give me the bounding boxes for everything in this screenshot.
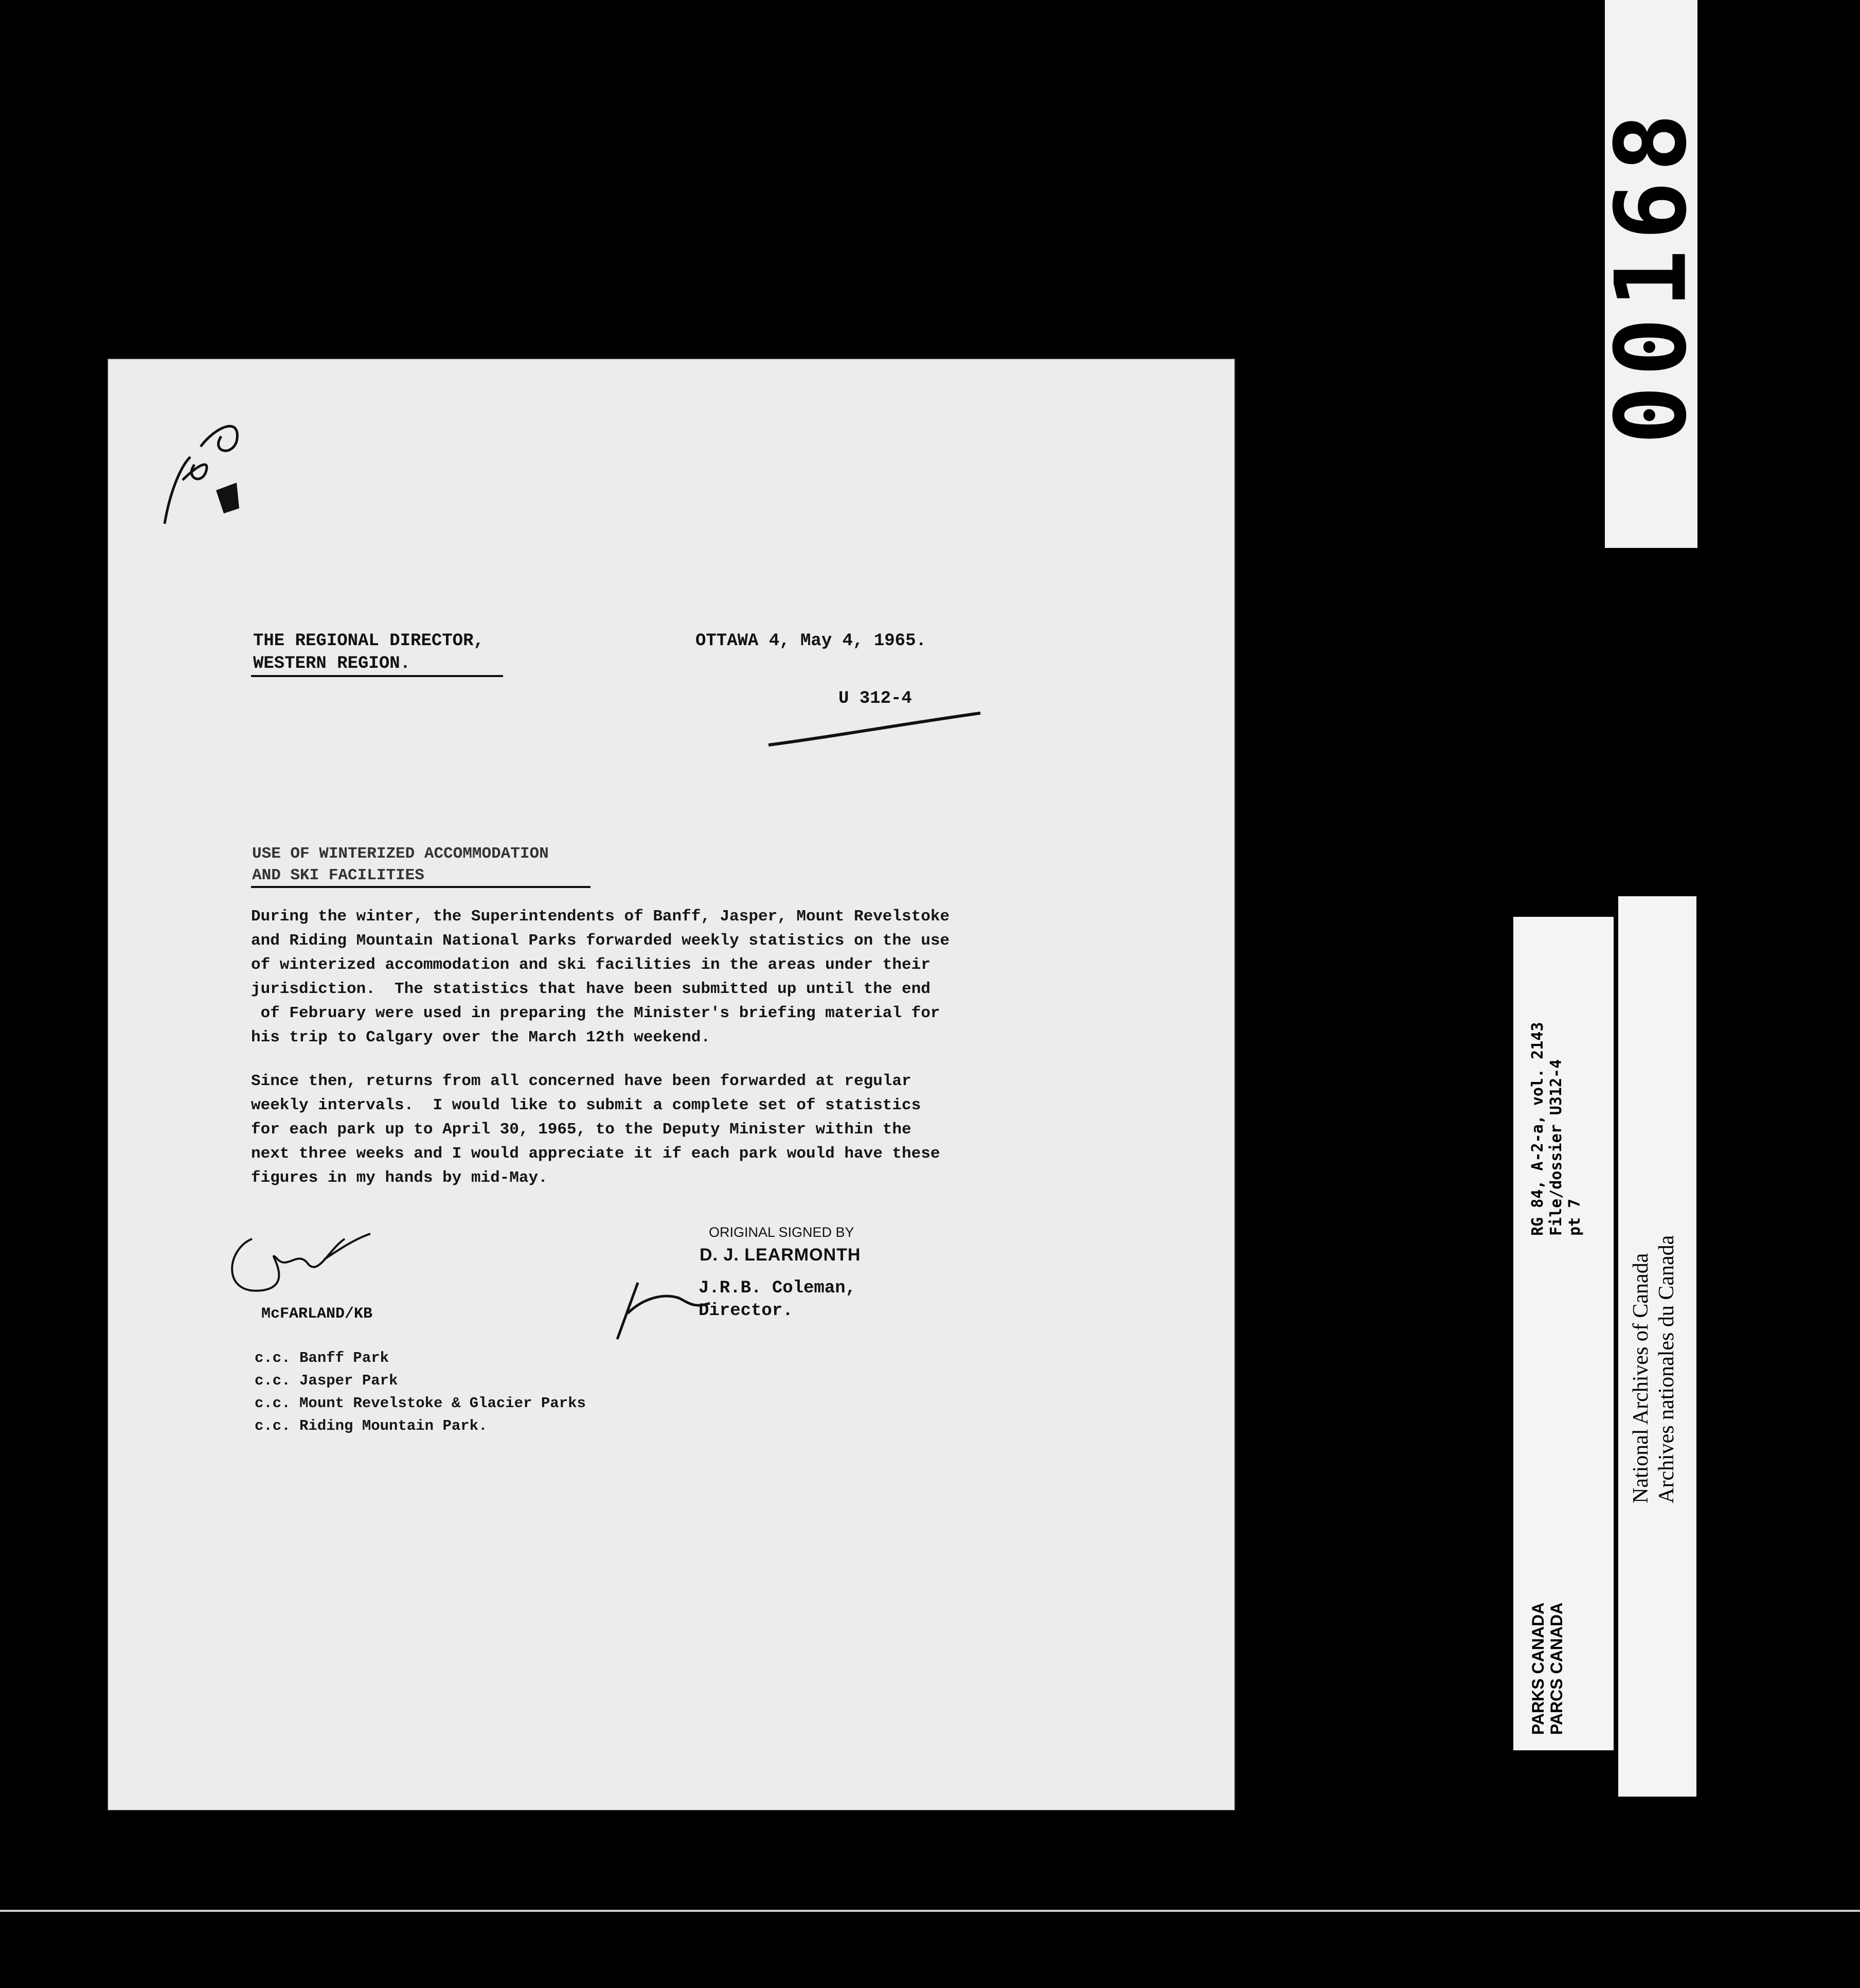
agency-line-2: PARCS CANADA bbox=[1547, 1602, 1566, 1735]
frame-number: 00168 bbox=[1594, 103, 1708, 445]
subject-line-2: AND SKI FACILITIES bbox=[252, 866, 424, 884]
body-line: for each park up to April 30, 1965, to the Deputy Minister within the bbox=[251, 1121, 911, 1139]
cc-item: c.c. Banff Park bbox=[255, 1350, 389, 1366]
body-line: figures in my hands by mid-May. bbox=[251, 1169, 548, 1187]
document-page bbox=[108, 359, 1235, 1810]
handwritten-signature bbox=[612, 1267, 715, 1344]
archive-ref-line-3: pt 7 bbox=[1566, 1198, 1584, 1236]
body-line: Since then, returns from all concerned have been forwarded at regular bbox=[251, 1072, 911, 1090]
archive-reference-label bbox=[1513, 917, 1614, 1750]
cc-item: c.c. Mount Revelstoke & Glacier Parks bbox=[255, 1395, 586, 1412]
addressee-underline bbox=[251, 675, 503, 677]
initials-scribble bbox=[221, 1229, 375, 1306]
film-edge-line bbox=[0, 1910, 1860, 1912]
subject-underline bbox=[251, 886, 591, 888]
body-line: his trip to Calgary over the March 12th weekend. bbox=[251, 1028, 710, 1046]
archive-ref-line-1: RG 84, A-2-a, vol. 2143 bbox=[1529, 1022, 1547, 1236]
body-line: jurisdiction. The statistics that have been submitted up until the end bbox=[251, 980, 931, 998]
cc-item: c.c. Jasper Park bbox=[255, 1372, 398, 1389]
archive-name-fr: Archives nationales du Canada bbox=[1655, 1235, 1678, 1503]
cc-list bbox=[255, 1347, 586, 1437]
frame-number-strip bbox=[1594, 0, 1708, 548]
place-date: OTTAWA 4, May 4, 1965. bbox=[695, 631, 926, 651]
learmonth-stamp: D. J. LEARMONTH bbox=[700, 1245, 861, 1265]
signatory-name: J.R.B. Coleman, bbox=[699, 1279, 856, 1298]
cc-item: c.c. Riding Mountain Park. bbox=[255, 1417, 488, 1434]
body-line: of winterized accommodation and ski facilities in the areas under their bbox=[251, 956, 931, 974]
file-reference: U 312-4 bbox=[838, 689, 912, 708]
handwritten-mark bbox=[134, 395, 252, 539]
body-paragraph-2 bbox=[251, 1069, 940, 1190]
original-signed-stamp: ORIGINAL SIGNED BY bbox=[709, 1224, 854, 1240]
addressee-line-1: THE REGIONAL DIRECTOR, bbox=[253, 631, 484, 651]
addressee-line-2: WESTERN REGION. bbox=[253, 654, 411, 673]
body-line: During the winter, the Superintendents of Banff, Jasper, Mount Revelstoke bbox=[251, 908, 950, 926]
file-reference-underline bbox=[766, 709, 982, 750]
body-line: next three weeks and I would appreciate it if each park would have these bbox=[251, 1145, 940, 1163]
archive-ref-line-2: File/dossier U312-4 bbox=[1547, 1059, 1565, 1236]
typist-initials: McFARLAND/KB bbox=[261, 1305, 373, 1323]
signatory-title: Director. bbox=[699, 1301, 793, 1321]
national-archives-label bbox=[1618, 896, 1696, 1797]
archive-name-en: National Archives of Canada bbox=[1629, 1253, 1653, 1503]
subject-line-1: USE OF WINTERIZED ACCOMMODATION bbox=[252, 845, 549, 863]
body-paragraph-1 bbox=[251, 904, 950, 1050]
body-line: of February were used in preparing the Minister's briefing material for bbox=[251, 1004, 940, 1022]
body-line: and Riding Mountain National Parks forwarded weekly statistics on the use bbox=[251, 932, 950, 950]
agency-line-1: PARKS CANADA bbox=[1529, 1602, 1547, 1735]
body-line: weekly intervals. I would like to submit a complete set of statistics bbox=[251, 1096, 921, 1114]
